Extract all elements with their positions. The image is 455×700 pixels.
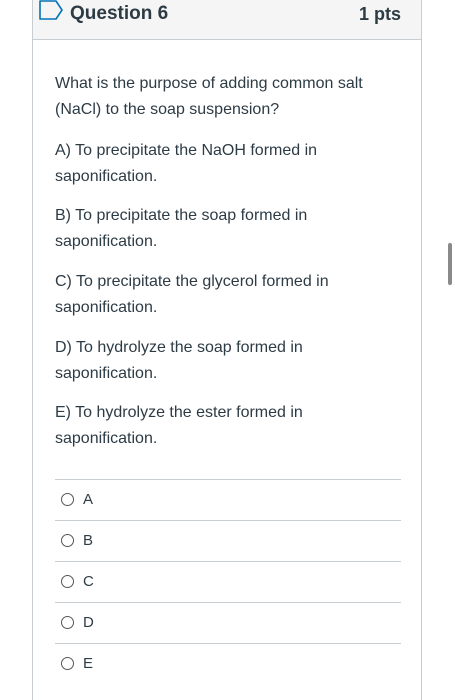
radio-button-icon[interactable] (61, 575, 74, 588)
answer-option-c[interactable] (55, 561, 401, 602)
answer-label-a: A (83, 491, 94, 508)
answer-label-e: E (83, 655, 94, 672)
question-title: Question 6 (70, 3, 169, 24)
question-header (33, 0, 421, 40)
scrollbar-thumb[interactable] (448, 243, 452, 285)
flag-question-icon[interactable] (38, 0, 64, 22)
answer-label-c: C (83, 573, 94, 590)
answer-list (55, 479, 401, 684)
answer-label-b: B (83, 532, 94, 549)
radio-button-icon[interactable] (61, 493, 74, 506)
choice-text-b: B) To precipitate the soap formed in saponification. (55, 207, 308, 250)
choice-text-a: A) To precipitate the NaOH formed in saponification. (55, 142, 318, 185)
answer-option-b[interactable] (55, 520, 401, 561)
question-card (32, 0, 422, 700)
choice-text-e: E) To hydrolyze the ester formed in saponification. (55, 404, 303, 447)
answer-label-d: D (83, 614, 94, 631)
question-points: 1 pts (358, 4, 401, 24)
radio-button-icon[interactable] (61, 657, 74, 670)
answer-option-e[interactable] (55, 643, 401, 684)
answer-option-d[interactable] (55, 602, 401, 643)
answer-option-a[interactable] (55, 479, 401, 520)
question-prompt: What is the purpose of adding common salt (NaCl) to the soap suspension? (55, 75, 363, 118)
choice-text-d: D) To hydrolyze the soap formed in saponification. (55, 339, 303, 382)
choice-text-c: C) To precipitate the glycerol formed in saponification. (55, 273, 329, 316)
radio-button-icon[interactable] (61, 616, 74, 629)
radio-button-icon[interactable] (61, 534, 74, 547)
